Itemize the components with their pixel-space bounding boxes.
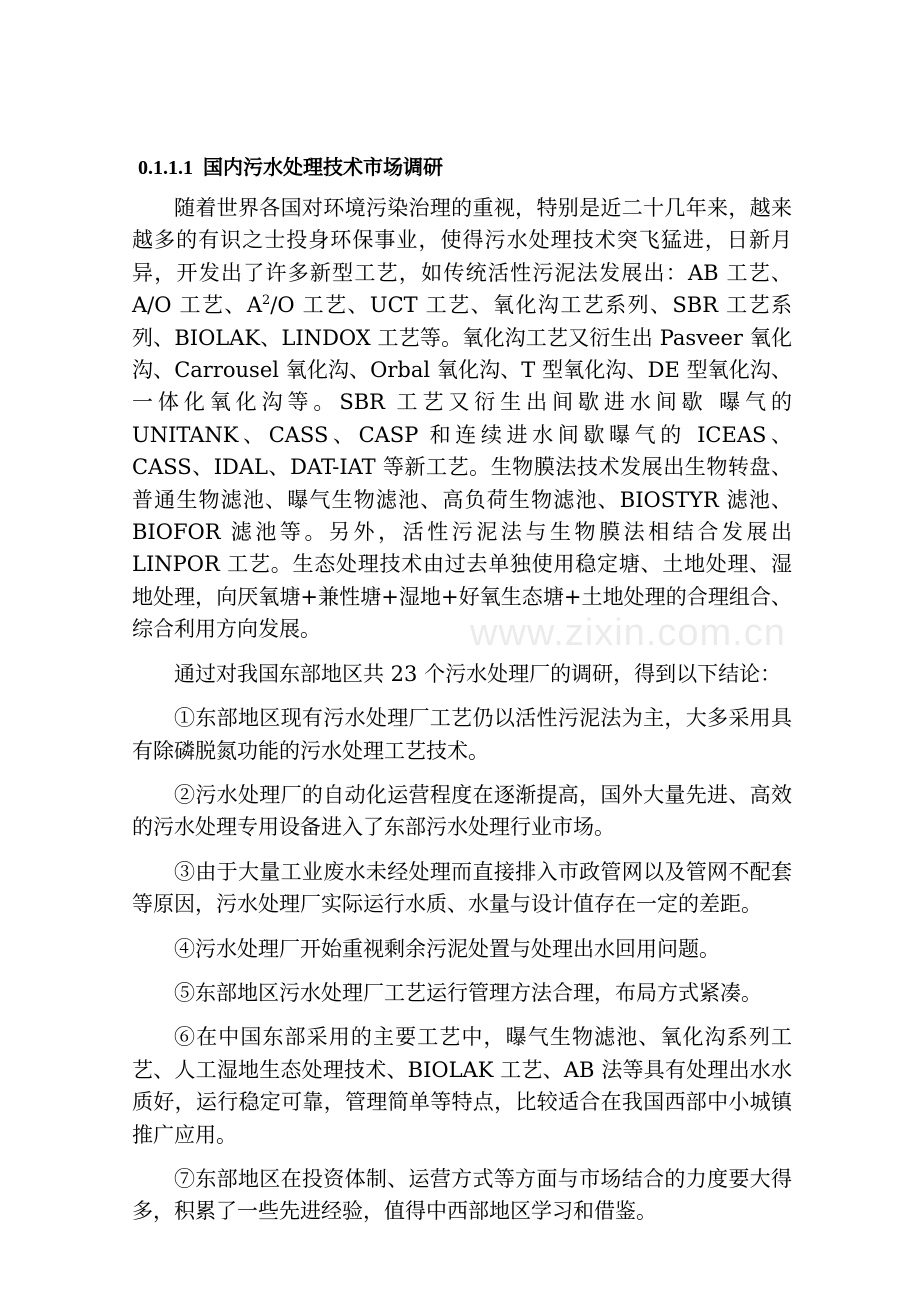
watermark: www.zixin.com.cn (470, 612, 786, 654)
conclusion-item: ⑥在中国东部采用的主要工艺中，曝气生物滤池、氧化沟系列工艺、人工湿地生态处理技术、BIOLAK 工艺、AB 法等具有处理出水水质好，运行稳定可靠，管理简单等特点，比较适合在我国西部中小城镇推广应用。 (132, 1025, 792, 1147)
body-text (132, 192, 792, 1240)
conclusion-item: ①东部地区现有污水处理厂工艺仍以活性污泥法为主，大多采用具有除磷脱氮功能的污水处理工艺技术。 (132, 706, 792, 763)
paragraph-text-part-2: /O 工艺、UCT 工艺、氧化沟工艺系列、SBR 工艺系列、BIOLAK、LINDOX 工艺等。氧化沟工艺又衍生出 Pasveer 氧化沟、Carrousel 氧化沟、Orbal 氧化沟、T 型氧化沟、DE 型氧化沟、一体化氧化沟等。SBR 工艺又衍生出间歇进水间歇 曝气的 UNITANK、CASS、CASP 和连续进水间歇曝气的 ICEAS、CASS、IDAL、DAT-IAT 等新工艺。生物膜法技术发展出生物转盘、普通生物滤池、曝气生物滤池、高负荷生物滤池、BIOSTYR 滤池、BIOFOR 滤池等。另外，活性污泥法与生物膜法相结合发展出 LINPOR 工艺。生态处理技术由过去单独使用稳定塘、土地处理、湿地处理，向厌氧塘+兼性塘+湿地+好氧生态塘+土地处理的合理组合、综合利用方向发展。 (132, 293, 792, 642)
section-title: 国内污水处理技术市场调研 (203, 155, 443, 179)
conclusion-item: ③由于大量工业废水未经处理而直接排入市政管网以及管网不配套等原因，污水处理厂实际运行水质、水量与设计值存在一定的差距。 (132, 859, 792, 917)
paragraph-text-part-1: 随着世界各国对环境污染治理的重视，特别是近二十几年来，越来越多的有识之士投身环保事业，使得污水处理技术突飞猛进，日新月异，开发出了许多新型工艺，如传统活性污泥法发展出：AB 工艺、A/O 工艺、A (132, 196, 792, 318)
section-heading (138, 152, 443, 183)
conclusion-item: ②污水处理厂的自动化运营程度在逐渐提高，国外大量先进、高效的污水处理专用设备进入了东部污水处理行业市场。 (132, 782, 792, 840)
superscript-2: 2 (261, 293, 271, 309)
paragraph-process-overview (132, 192, 792, 646)
conclusion-item: ④污水处理厂开始重视剩余污泥处置与处理出水回用问题。 (174, 936, 720, 961)
conclusion-item: ⑦东部地区在投资体制、运营方式等方面与市场结合的力度要大得多，积累了一些先进经验，值得中西部地区学习和借鉴。 (132, 1166, 792, 1224)
section-number: 0.1.1.1 (138, 157, 193, 179)
conclusion-item: ⑤东部地区污水处理厂工艺运行管理方法合理，布局方式紧凑。 (174, 980, 762, 1005)
paragraph-survey-intro: 通过对我国东部地区共 23 个污水处理厂的调研，得到以下结论： (174, 661, 782, 686)
